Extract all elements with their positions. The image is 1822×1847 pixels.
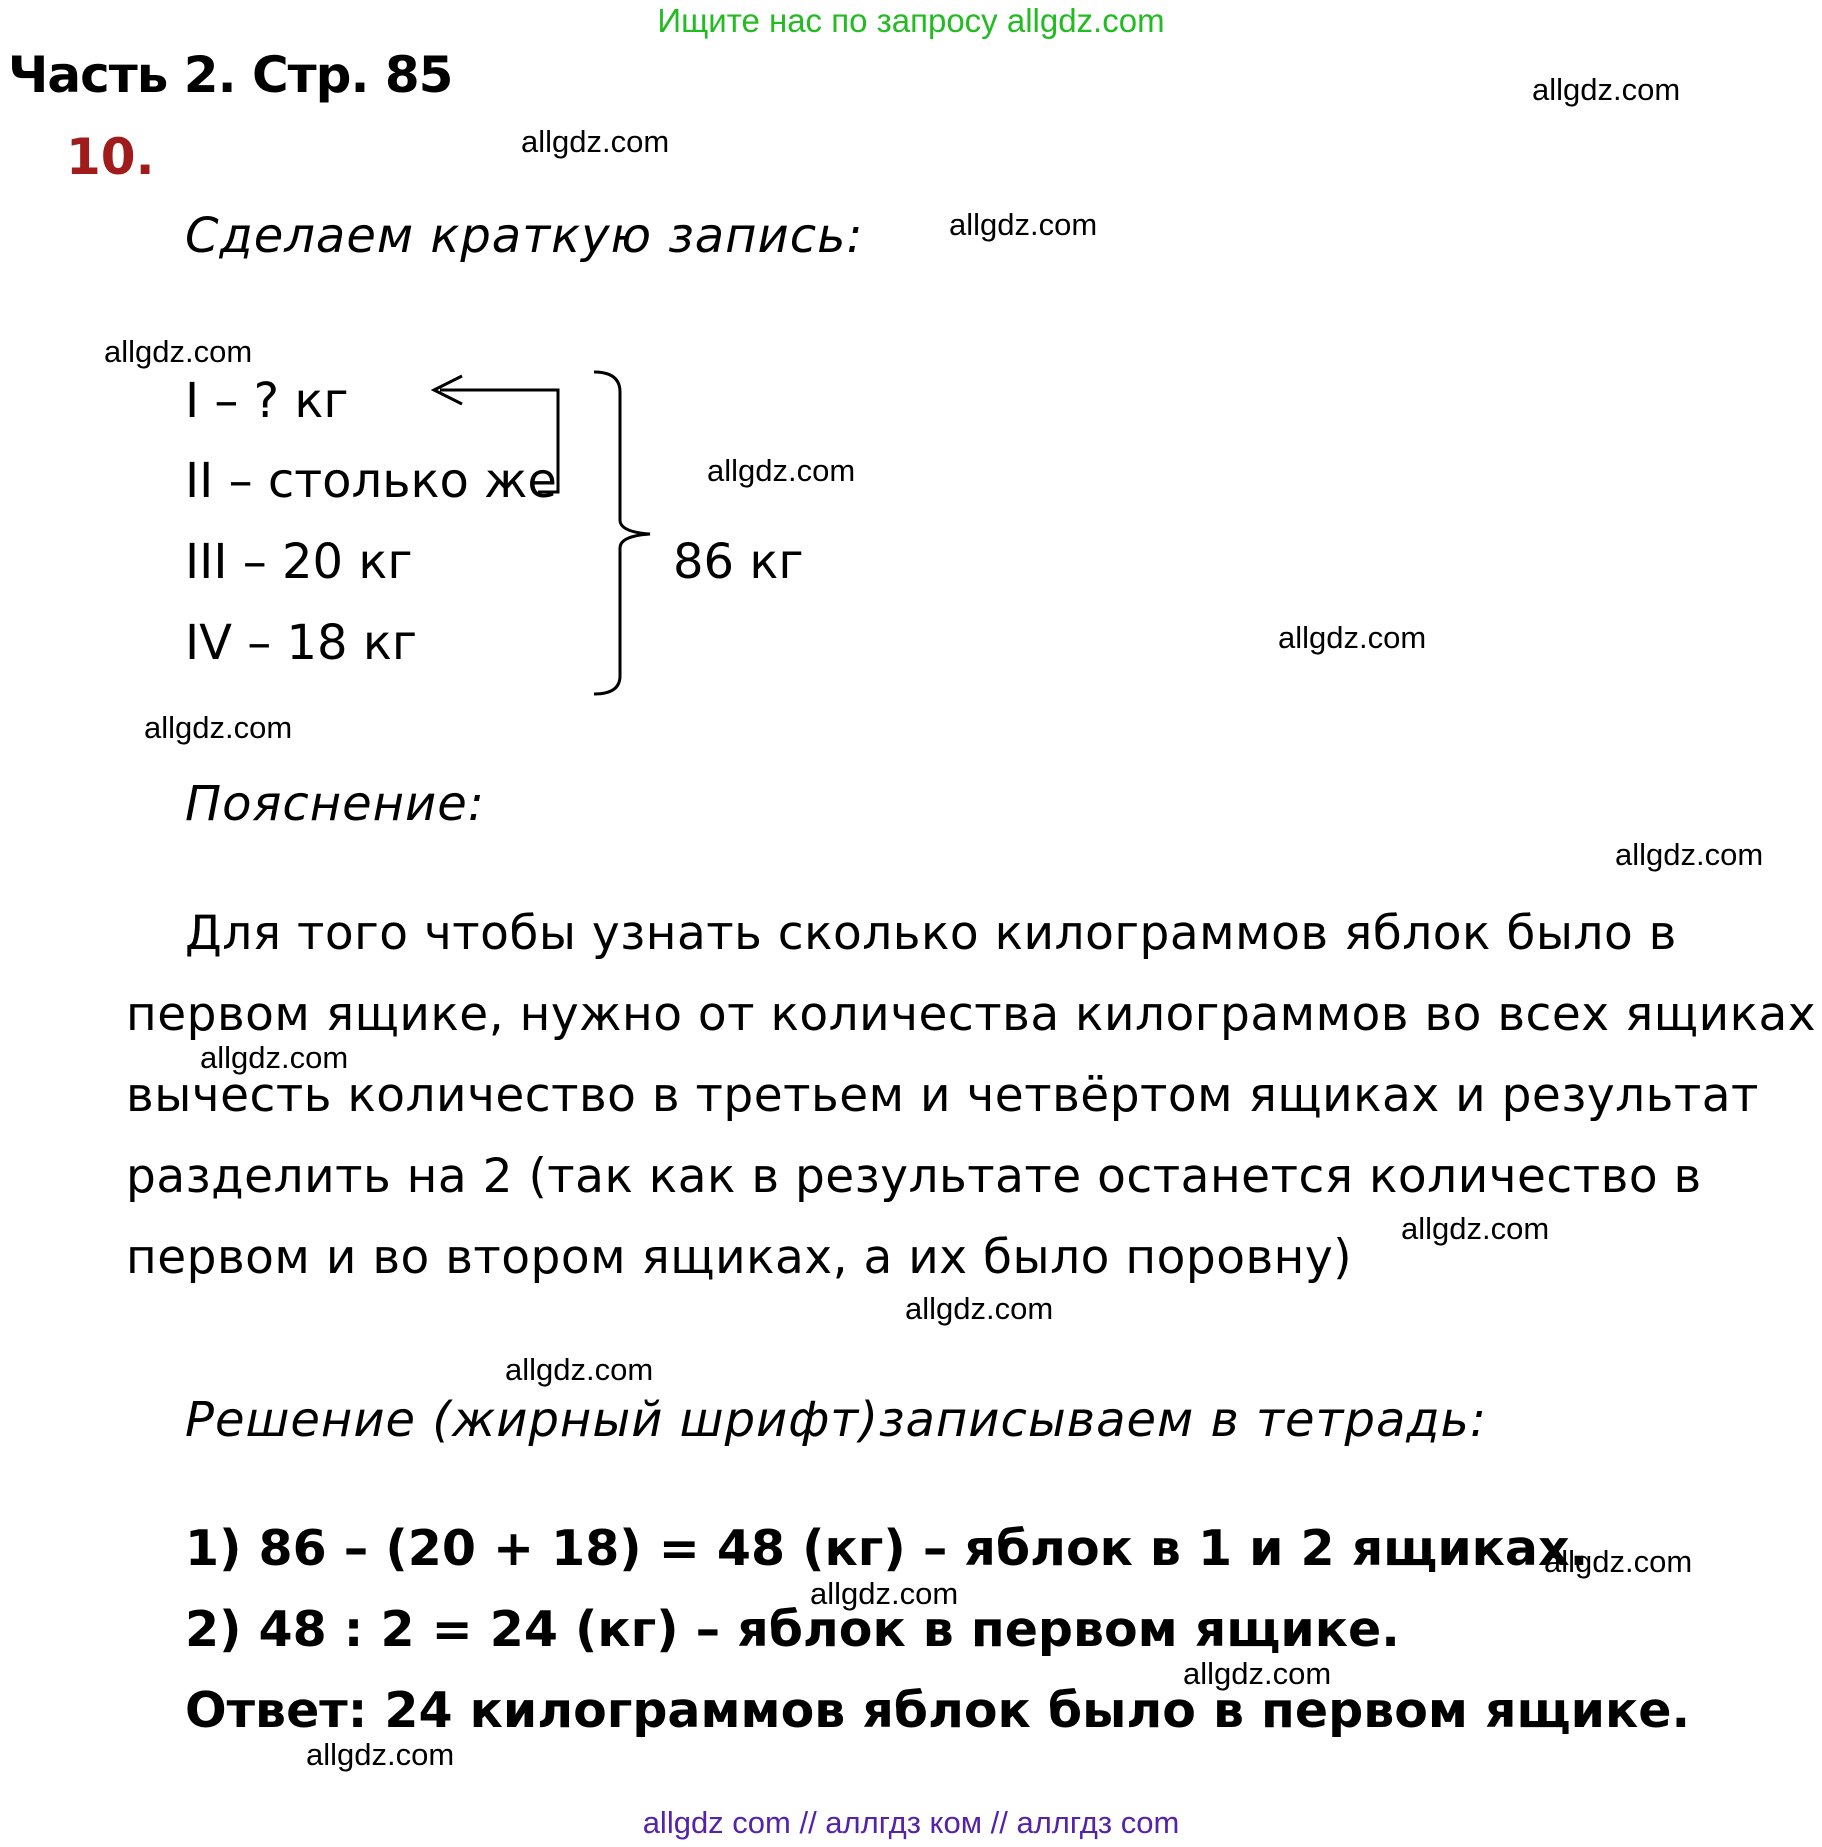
scheme-line-box1: I – ? кг	[185, 373, 349, 429]
task-number: 10.	[66, 128, 155, 186]
watermark: allgdz.com	[707, 453, 856, 488]
watermark: allgdz.com	[306, 1737, 455, 1772]
arrow-connector	[440, 390, 558, 492]
scheme-line-box4: IV – 18 кг	[185, 615, 418, 671]
watermark: allgdz.com	[1401, 1211, 1550, 1246]
short-record-heading: Сделаем краткую запись:	[185, 208, 864, 264]
watermark: allgdz.com	[1544, 1544, 1693, 1579]
scheme-total: 86 кг	[673, 534, 804, 590]
watermark: allgdz.com	[810, 1576, 959, 1611]
watermark: allgdz.com	[1183, 1656, 1332, 1691]
curly-brace	[594, 372, 650, 694]
watermark: allgdz.com	[1615, 837, 1764, 872]
watermark: allgdz.com	[1532, 72, 1681, 107]
watermark: allgdz.com	[521, 124, 670, 159]
explanation-heading: Пояснение:	[185, 776, 485, 832]
page-header: Часть 2. Стр. 85	[8, 46, 453, 104]
explanation-line-1: Для того чтобы узнать сколько килограммов яблок было в	[185, 906, 1677, 961]
watermark: allgdz.com	[144, 710, 293, 745]
solution-answer: Ответ: 24 килограммов яблок было в первом ящике.	[185, 1682, 1691, 1739]
top-banner: Ищите нас по запросу allgdz.com	[657, 2, 1165, 39]
watermark: allgdz.com	[905, 1291, 1054, 1326]
solution-step-2: 2) 48 : 2 = 24 (кг) – яблок в первом ящике.	[185, 1601, 1400, 1658]
explanation-line-3: вычесть количество в третьем и четвёртом ящиках и результат	[126, 1068, 1759, 1123]
solution-heading: Решение (жирный шрифт)записываем в тетрадь:	[185, 1392, 1488, 1448]
watermark: allgdz.com	[200, 1040, 349, 1075]
watermark: allgdz.com	[949, 207, 1098, 242]
scheme-line-box2: II – столько же	[185, 453, 557, 509]
footer: allgdz com // аллгдз ком // аллгдз com	[642, 1805, 1180, 1840]
watermark: allgdz.com	[1278, 620, 1427, 655]
solution-step-1: 1) 86 – (20 + 18) = 48 (кг) – яблок в 1 и 2 ящиках.	[185, 1520, 1589, 1577]
watermark: allgdz.com	[505, 1352, 654, 1387]
watermark: allgdz.com	[104, 334, 253, 369]
scheme-line-box3: III – 20 кг	[185, 534, 413, 590]
explanation-line-4: разделить на 2 (так как в результате останется количество в	[126, 1149, 1702, 1204]
explanation-line-2: первом ящике, нужно от количества килограммов во всех ящиках	[126, 987, 1817, 1042]
explanation-line-5: первом и во втором ящиках, а их было поровну)	[126, 1230, 1353, 1285]
